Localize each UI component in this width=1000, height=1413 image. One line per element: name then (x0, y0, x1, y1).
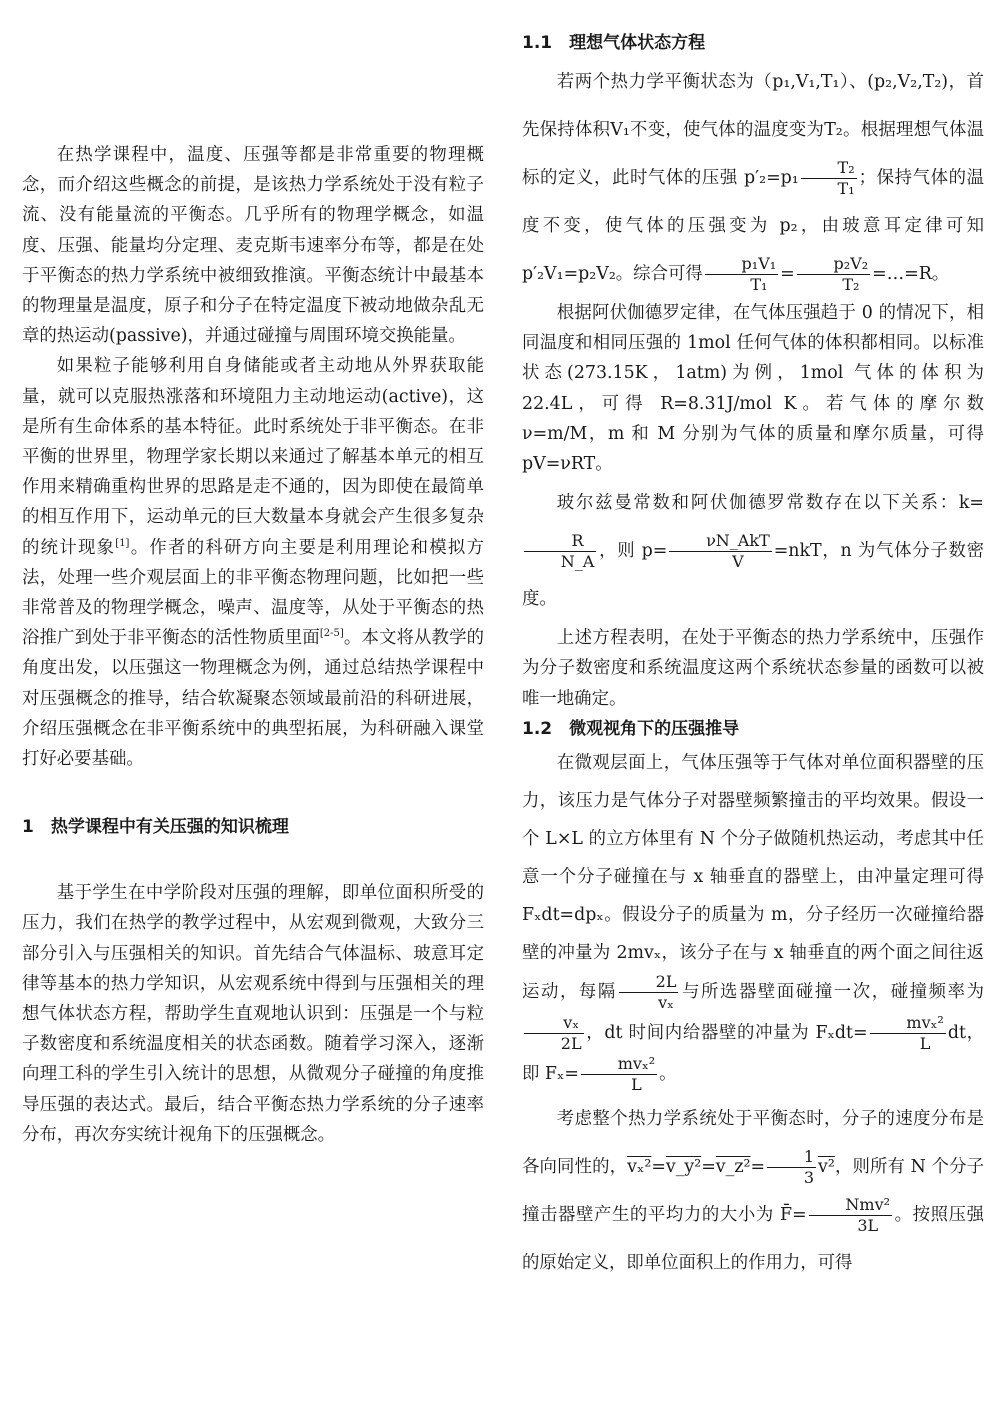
fraction (767, 1147, 816, 1188)
text: dt，即 Fₓ= (522, 1022, 984, 1084)
denominator: L (919, 1033, 931, 1053)
text: 与所选器壁面碰撞一次，碰撞频率为 (680, 981, 984, 1002)
equals-sign: = (701, 1156, 716, 1177)
para2-text-b: 。作者的科研方向主要是利用理论和模拟方法，处理一些介观层面上的非平衡态物理问题，比如把一些非常普及的物理学概念，噪声、温度等，从处于平衡态的热浴推广到处于非平衡态的活性物质里面 (22, 537, 484, 649)
text: ；保持气体的温度不变，使气体的压强变为 p₂，由玻意耳定律可知 p′₂V₁=p₂V₂。综合可得 (522, 168, 984, 284)
fraction (705, 254, 778, 295)
micro-pressure-paragraph (522, 744, 984, 1095)
text: 。按照压强的原始定义，即单位面积上的作用力，可得 (522, 1204, 984, 1273)
text: 若两个热力学平衡状态为（p₁,V₁,T₁）、(p₂,V₂,T₂)，首先保持体积V₁不变，使气体的温度变为T₂。根据理想气体温标的定义，此时气体的压强 p′₂=p₁ (522, 72, 984, 188)
numerator: p₁V₁ (705, 254, 778, 275)
citation-2-5: [2-5] (319, 628, 344, 640)
denominator: N_A (560, 552, 595, 572)
denominator: vₓ (658, 992, 674, 1012)
fraction (669, 531, 771, 572)
denominator: 2L (560, 1033, 582, 1053)
fraction (524, 531, 596, 572)
intro-paragraph-2 (22, 351, 484, 774)
citation-1: [1] (115, 537, 130, 549)
numerator: Nmv² (809, 1195, 892, 1216)
intro-paragraph-1: 在热学课程中，温度、压强等都是非常重要的物理概念，而介绍这些概念的前提，是该热力学系统处于没有粒子流、没有能量流的平衡态。几乎所有的物理学概念，如温度、压强、能量均分定理、麦克斯韦速率分布等，都是在处于平衡态的热力学系统中被细致推演。平衡态统计中最基本的物理量是温度，原子和分子在特定温度下被动地做杂乱无章的热运动(passive)，并通过碰撞与周围环境交换能量。 (22, 145, 484, 347)
numerator: 1 (767, 1147, 816, 1168)
text: 。 (659, 1063, 677, 1084)
text: 在微观层面上，气体压强等于气体对单位面积器壁的压力，该压力是气体分子对器壁频繁撞击的平均效果。假设一个 L×L 的立方体里有 N 个分子做随机热运动，考虑其中任意一个分子碰撞在与 x 轴垂直的器壁上，由冲量定理可得 Fₓdt=dpₓ。假设分子的质量为 m，分子经历一次碰撞给器壁的冲量为 2mvₓ，该分子在与 x 轴垂直的两个面之间往返运动，每隔 (522, 752, 984, 1002)
denominator: T₂ (842, 275, 860, 294)
section-1-heading: 1 热学课程中有关压强的知识梳理 (22, 817, 289, 838)
numerator: 2L (619, 972, 679, 993)
numerator: mvₓ² (870, 1013, 946, 1034)
right-column (522, 28, 984, 1287)
isotropic-paragraph (522, 1095, 984, 1287)
numerator: T₂ (801, 158, 857, 179)
mean-vx-squared: vₓ² (627, 1156, 652, 1177)
para2-text-c: 。本文将从教学的角度出发，以压强这一物理概念为例，通过总结热学课程中对压强概念的推导，结合软凝聚态领域最前沿的科研进展，介绍压强概念在非平衡系统中的典型拓展，为科研融入课堂打好必要基础。 (22, 628, 484, 770)
denominator: L (631, 1074, 642, 1094)
section-1-2-heading: 1.2 微观视角下的压强推导 (522, 718, 740, 739)
fraction (801, 158, 857, 199)
numerator: νN_AkT (669, 531, 771, 552)
fraction (870, 1013, 946, 1054)
numerator: mvₓ² (581, 1054, 657, 1075)
denominator: T₁ (837, 179, 855, 198)
state-function-paragraph: 上述方程表明，在处于平衡态的热力学系统中，压强作为分子数密度和系统温度这两个系统状态参量的函数可以被唯一地确定。 (522, 628, 984, 709)
left-column (22, 140, 484, 1150)
mean-v-squared: v² (818, 1156, 835, 1177)
equals-sign: = (651, 1156, 666, 1177)
section-1-1-heading: 1.1 理想气体状态方程 (522, 33, 706, 53)
denominator: 3L (857, 1215, 879, 1235)
denominator: 3 (803, 1167, 815, 1187)
text: ，则 p= (598, 541, 668, 562)
mean-vz-squared: v_z² (715, 1156, 751, 1177)
denominator: T₁ (750, 275, 768, 294)
avogadro-paragraph: 根据阿伏伽德罗定律，在气体压强趋于 0 的情况下，相同温度和相同压强的 1mol 任何气体的体积都相同。以标准状态(273.15K，1atm)为例，1mol 气体的体积为 22.4L，可得 R=8.31J/mol K。若气体的摩尔数 ν=m/M，m 和 M 分别为气体的质量和摩尔质量，可得 pV=νRT。 (522, 303, 984, 475)
numerator: p₂V₂ (797, 254, 870, 275)
ideal-gas-paragraph (522, 58, 984, 298)
fraction (524, 1013, 584, 1054)
equals-sign: = (750, 1156, 766, 1177)
fraction (797, 254, 870, 295)
boltzmann-paragraph (522, 479, 984, 623)
denominator: V (732, 552, 744, 572)
equals-sign: = (780, 264, 795, 284)
para2-text-a: 如果粒子能够利用自身储能或者主动地从外界获取能量，就可以克服热涨落和环境阻力主动地运动(active)，这是所有生命体系的基本特征。此时系统处于非平衡态。在非平衡的世界里，物理学家长期以来通过了解基本单元的相互作用来精确重构世界的思路是走不通的，因为即使在最简单的相互作用下，运动单元的巨大数量本身就会产生很多复杂的统计现象 (22, 356, 484, 558)
fraction (809, 1195, 892, 1236)
text: 考虑整个热力学系统处于平衡态时，分子的速度分布是各向同性的， (522, 1108, 984, 1177)
numerator: vₓ (524, 1013, 584, 1034)
text: ，dt 时间内给器壁的冲量为 Fₓdt= (585, 1022, 868, 1043)
fraction (619, 972, 679, 1013)
text: =nkT，n 为气体分子数密度。 (522, 541, 985, 610)
fraction (581, 1054, 657, 1095)
mean-vy-squared: v_y² (665, 1156, 702, 1177)
section-1-paragraph: 基于学生在中学阶段对压强的理解，即单位面积所受的压力，我们在热学的教学过程中，从宏观到微观，大致分三部分引入与压强相关的知识。首先结合气体温标、玻意耳定律等基本的热力学知识，从宏观系统中得到与压强相关的理想气体状态方程，帮助学生直观地认识到：压强是一个与粒子数密度和系统温度相关的状态函数。随着学习深入，逐渐向理工科的学生引入统计的思想，从微观分子碰撞的角度推导压强的表达式。最后，结合平衡态热力学系统的分子速率分布，再次夯实统计视角下的压强概念。 (22, 883, 484, 1145)
text: 玻尔兹曼常数和阿伏伽德罗常数存在以下关系：k= (556, 493, 984, 514)
numerator: R (524, 531, 596, 552)
text: =…=R。 (872, 264, 950, 284)
text: ，则所有 N 个分子撞击器壁产生的平均力的大小为 F̄= (522, 1156, 984, 1225)
